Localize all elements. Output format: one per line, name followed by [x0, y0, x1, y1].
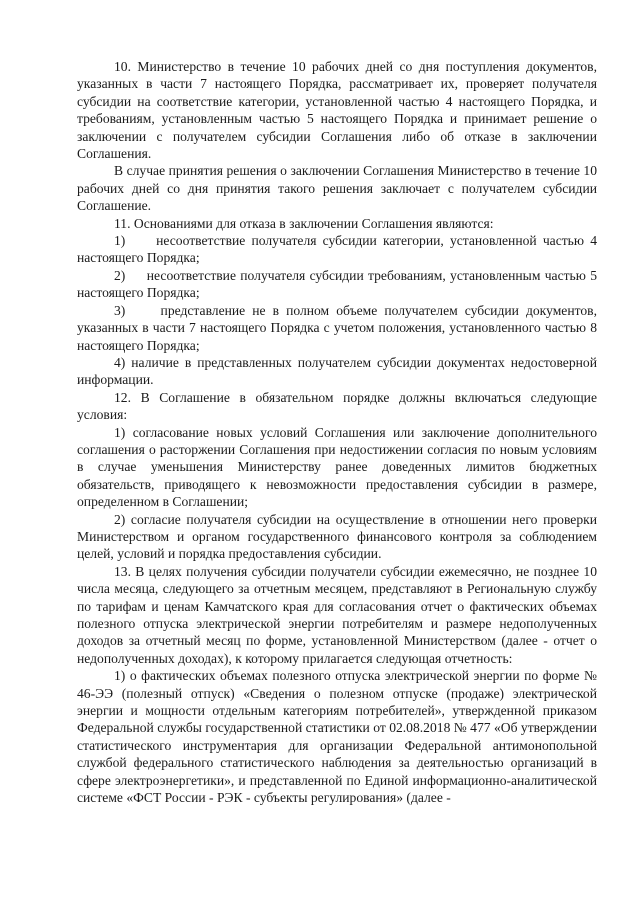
paragraph-11-item-2: 2) несоответствие получателя субсидии требованиям, установленным частью 5 настоящего Порядка; [77, 267, 597, 301]
paragraph-11-item-1: 1) несоответствие получателя субсидии категории, установленной частью 4 настоящего Порядка; [77, 233, 597, 266]
paragraph-11-item-4: 4) наличие в представленных получателем субсидии документах недостоверной информации. [77, 354, 597, 388]
paragraph-12-item-2: 2) согласие получателя субсидии на осуществление в отношении него проверки Министерством и органом государственного финансового контроля за соблюдением целей, условий и порядка предоставления субсидии. [77, 511, 597, 562]
paragraph-11-item-3: 3) представление не в полном объеме получателем субсидии документов, указанных в части 7 настоящего Порядка с учетом положения, установленного частью 8 настоящего Порядка; [77, 302, 597, 353]
paragraph-13: 13. В целях получения субсидии получатели субсидии ежемесячно, не позднее 10 числа месяца, следующего за отчетным месяцем, представляют в Региональную службу по тарифам и ценам Камчатского края для согласования отчет о фактических объемах полезного отпуска электрической энергии потребителям и размере недополученных доходов за отчетный месяц по форме, установленной Министерством (далее - отчет о недополученных доходах), к которому прилагается следующая отчетность: [77, 563, 597, 666]
document-page [77, 58, 597, 806]
paragraph-10: 10. Министерство в течение 10 рабочих дней со дня поступления документов, указанных в части 7 настоящего Порядка, рассматривает их, проверяет получателя субсидии на соответствие категории, установленной частью 4 настоящего Порядка, и требованиям, установленным частью 5 настоящего Порядка и принимает решение о заключении с получателем субсидии Соглашения либо об отказе в заключении Соглашения. [77, 59, 597, 162]
paragraph-10-continuation: В случае принятия решения о заключении Соглашения Министерство в течение 10 рабочих дней со дня принятия такого решения заключает с получателем субсидии Соглашение. [77, 163, 597, 214]
paragraph-11: 11. Основаниями для отказа в заключении Соглашения являются: [114, 215, 494, 231]
paragraph-12: 12. В Соглашение в обязательном порядке должны включаться следующие условия: [77, 389, 597, 423]
paragraph-12-item-1: 1) согласование новых условий Соглашения или заключение дополнительного соглашения о расторжении Соглашения при недостижении согласия по новым условиям в случае уменьшения Министерству ранее доведенных лимитов бюджетных обязательств, приводящего к невозможности предоставления субсидии в размере, определенном в Соглашении; [77, 424, 597, 510]
paragraph-13-item-1: 1) о фактических объемах полезного отпуска электрической энергии по форме № 46-ЭЭ (полезный отпуск) «Сведения о полезном отпуске (продаже) электрической энергии и мощности отдельным категориям потребителей», утвержденной приказом Федеральной службы государственной статистики от 02.08.2018 № 477 «Об утверждении статистического инструментария для организации Федеральной антимонопольной службой федерального статистического наблюдения за деятельностью организаций в сфере электроэнергетики», и представленной по Единой информационно-аналитической системе «ФСТ России - РЭК - субъекты регулирования» (далее - [77, 668, 597, 806]
